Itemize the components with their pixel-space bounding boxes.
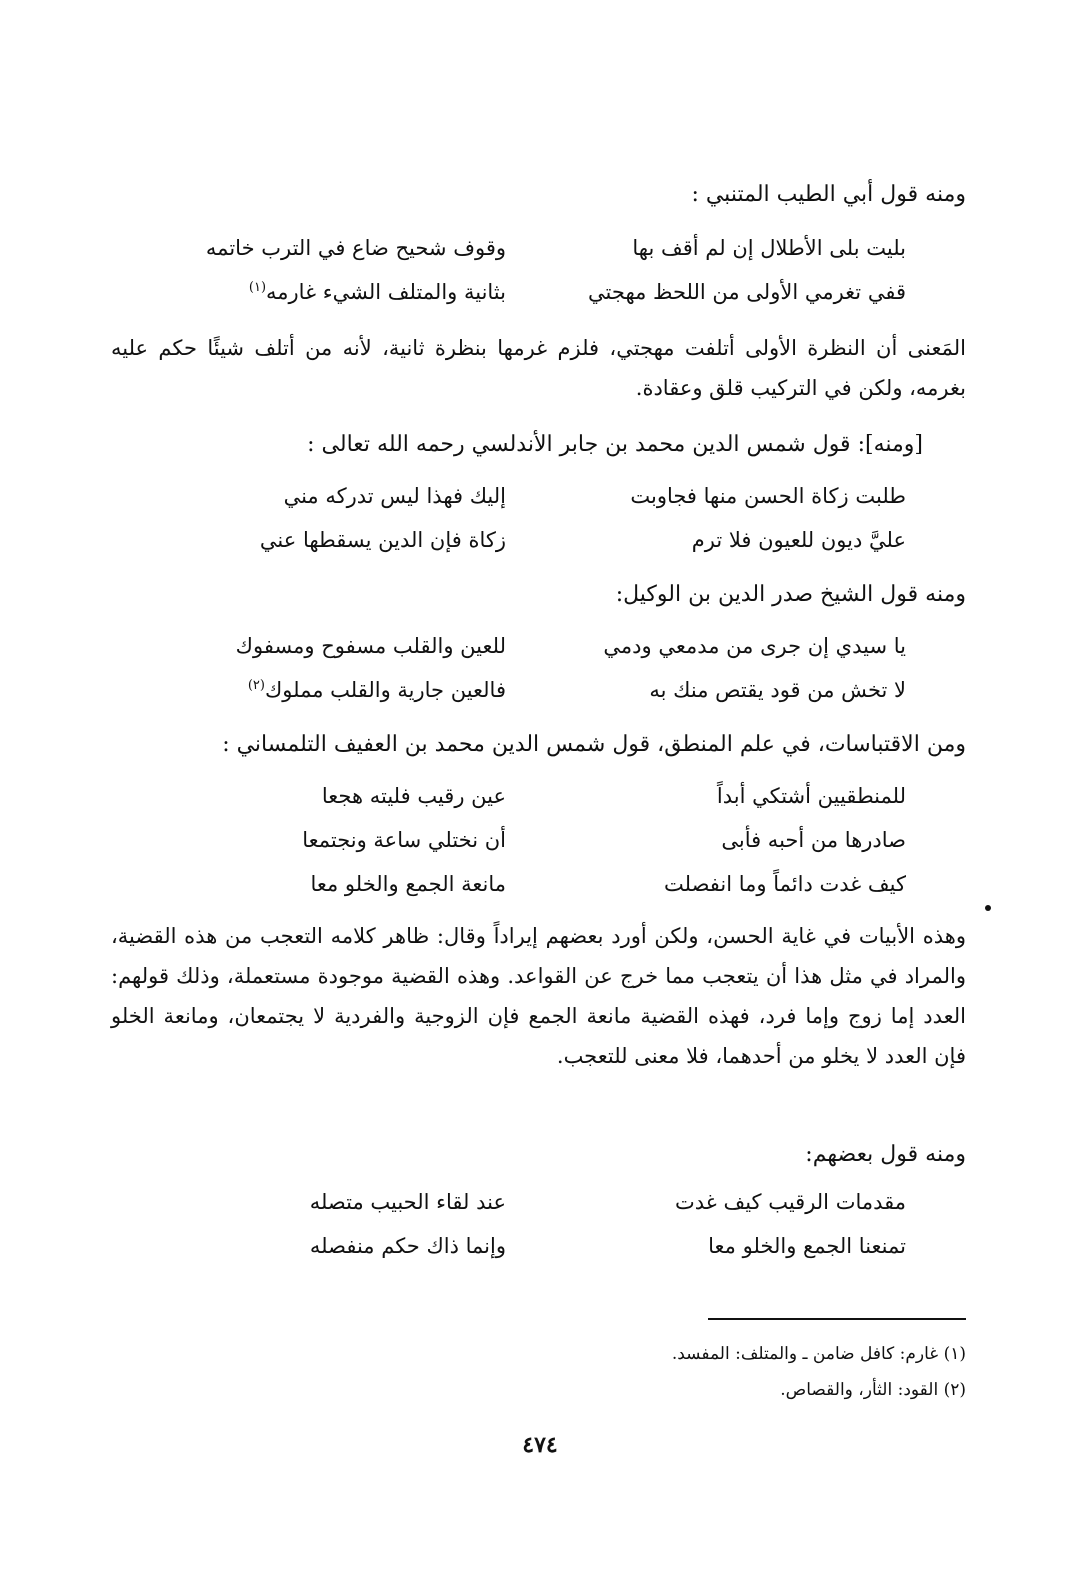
verse-line [166,484,906,528]
hemistich-first: بليت بلى الأطلال إن لم أقف بها [632,236,906,260]
hemistich-second: للعين والقلب مسفوح ومسفوك [235,634,506,658]
hemistich-first: يا سيدي إن جرى من مدمعي ودمي [603,634,906,658]
footnote-divider [708,1318,966,1320]
verse-ibn-alwakil [166,634,906,722]
verse-baadhuhum [166,1190,906,1278]
verse-line [166,828,906,872]
footnote-1: (١) غارم: كافل ضامن ـ والمتلف: المفسد. [671,1344,966,1364]
verse-tilimsani [166,784,906,916]
stray-dot [985,905,991,911]
verse-line [166,236,906,280]
hemistich-second: مانعة الجمع والخلو معا [310,872,506,896]
hemistich-first: تمنعنا الجمع والخلو معا [708,1234,906,1258]
hemistich-first: عليَّ ديون للعيون فلا ترم [691,528,906,552]
footnote-ref-1: (١) [248,280,267,295]
verse-line [166,528,906,572]
verse-line [166,280,906,324]
verse-line [166,872,906,916]
verse-mutanabbi [166,236,906,324]
intro-tilimsani: ومن الاقتباسات، في علم المنطق، قول شمس الدين محمد بن العفيف التلمساني : [222,732,966,757]
verse-line [166,634,906,678]
hemistich-first: طلبت زكاة الحسن منها فجاوبت [630,484,906,508]
verse-line [166,1190,906,1234]
footnote-2: (٢) القود: الثأر، والقصاص. [780,1380,966,1400]
page-number: ٤٧٤ [522,1432,558,1458]
paragraph-commentary: وهذه الأبيات في غاية الحسن، ولكن أورد بعضهم إيراداً وقال: ظاهر كلامه التعجب من هذه القضية، والمراد في مثل هذا أن يتعجب مما خرج عن القواعد. وهذه القضية موجودة مستعملة، وذلك قولهم: العدد إما زوج وإما فرد، فهذه القضية مانعة الجمع فإن الزوجية والفردية لا يجتمعان، ومانعة الخلو فإن العدد لا يخلو من أحدهما، فلا معنى للتعجب. [111,924,966,1068]
hemistich-text: فالعين جارية والقلب مملوك [264,678,506,702]
verse-ibn-jabir [166,484,906,572]
hemistich-second: عند لقاء الحبيب متصله [309,1190,506,1214]
hemistich-second [166,678,506,722]
paragraph-explanation: المَعنى أن النظرة الأولى أتلفت مهجتي، فلزم غرمها بنظرة ثانية، لأنه من أتلف شيئًا حكم عليه بغرمه، ولكن في التركيب قلق وعقادة. [111,336,966,400]
footnote-ref-2: (٢) [247,678,265,693]
hemistich-second: إليك فهذا ليس تدركه مني [283,484,506,508]
hemistich-second: وقوف شحيح ضاع في الترب خاتمه [205,236,506,260]
hemistich-first: للمنطقيين أشتكي أبداً [716,784,906,808]
hemistich-second: أن نختلي ساعة ونجتمعا [302,828,506,852]
hemistich-second: زكاة فإن الدين يسقطها عني [259,528,506,552]
verse-line [166,1234,906,1278]
intro-mutanabbi: ومنه قول أبي الطيب المتنبي : [691,182,966,207]
hemistich-text: بثانية والمتلف الشيء غارمه [266,280,506,304]
hemistich-second [166,280,506,324]
hemistich-first: كيف غدت دائماً وما انفصلت [664,872,906,896]
hemistich-first: صادرها من أحبه فأبى [721,828,906,852]
hemistich-first: مقدمات الرقيب كيف غدت [675,1190,906,1214]
hemistich-first: قفي تغرمي الأولى من اللحظ مهجتي [588,280,906,304]
hemistich-second: وإنما ذاك حكم منفصله [309,1234,506,1258]
verse-line [166,784,906,828]
hemistich-first: لا تخش من قود يقتص منك به [649,678,906,702]
intro-baadhuhum: ومنه قول بعضهم: [805,1142,966,1167]
intro-ibn-jabir: [ومنه]: قول شمس الدين محمد بن جابر الأندلسي رحمه الله تعالى : [307,432,923,457]
intro-ibn-alwakil: ومنه قول الشيخ صدر الدين بن الوكيل: [615,582,966,607]
hemistich-second: عين رقيب فليته هجعا [321,784,506,808]
verse-line [166,678,906,722]
